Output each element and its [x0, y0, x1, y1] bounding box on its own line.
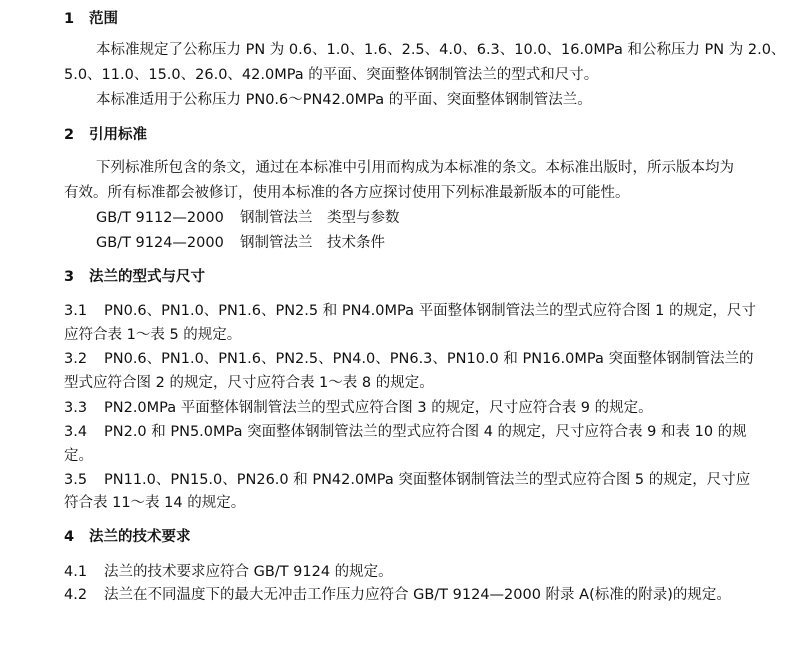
section-title: 法兰的技术要求	[89, 529, 191, 545]
clause-text: PN2.0MPa 平面整体钢制管法兰的型式应符合图 3 的规定，尺寸应符合表 9 的规定。	[104, 400, 653, 416]
clause-3-4	[0, 421, 807, 443]
clause-number: 4.1	[64, 564, 88, 580]
clause-text: 符合表 11～表 14 的规定。	[64, 495, 246, 511]
section-number: 2	[64, 127, 75, 143]
section-1-heading	[0, 8, 807, 30]
clause-number: 4.2	[64, 587, 88, 603]
paragraph-line	[0, 157, 807, 179]
section-number: 3	[64, 269, 75, 285]
clause-text: 应符合表 1～表 5 的规定。	[64, 327, 242, 343]
reference-title: 钢制管法兰 类型与参数	[240, 210, 400, 226]
paragraph-text: 本标准适用于公称压力 PN0.6～PN42.0MPa 的平面、突面整体钢制管法兰。	[96, 92, 592, 108]
clause-continuation	[0, 324, 807, 346]
reference-item	[0, 232, 807, 254]
section-title: 法兰的型式与尺寸	[89, 269, 205, 285]
clause-continuation	[0, 445, 807, 467]
section-title: 范围	[89, 11, 118, 27]
clause-continuation	[0, 492, 807, 514]
clause-3-1	[0, 300, 807, 322]
section-number: 1	[64, 11, 75, 27]
paragraph-line	[0, 182, 807, 204]
reference-code: GB/T 9112—2000	[96, 210, 224, 226]
paragraph-text: 下列标准所包含的条文，通过在本标准中引用而构成为本标准的条文。本标准出版时，所示版本均为	[96, 160, 734, 176]
clause-text: 法兰在不同温度下的最大无冲击工作压力应符合 GB/T 9124—2000 附录 A(标准的附录)的规定。	[104, 587, 731, 603]
clause-text: PN11.0、PN15.0、PN26.0 和 PN42.0MPa 突面整体钢制管法兰的型式应符合图 5 的规定，尺寸应	[104, 472, 751, 488]
clause-continuation	[0, 372, 807, 394]
clause-number: 3.1	[64, 303, 88, 319]
clause-text: 法兰的技术要求应符合 GB/T 9124 的规定。	[104, 564, 393, 580]
paragraph-text: 本标准规定了公称压力 PN 为 0.6、1.0、1.6、2.5、4.0、6.3、10.0、16.0MPa 和公称压力 PN 为 2.0、	[96, 42, 786, 58]
paragraph-text: 有效。所有标准都会被修订，使用本标准的各方应探讨使用下列标准最新版本的可能性。	[64, 185, 630, 201]
clause-4-2	[0, 584, 807, 606]
reference-code: GB/T 9124—2000	[96, 235, 224, 251]
clause-3-2	[0, 348, 807, 370]
section-number: 4	[64, 529, 75, 545]
clause-4-1	[0, 561, 807, 583]
clause-3-5	[0, 469, 807, 491]
clause-text: 定。	[64, 448, 93, 464]
paragraph-line	[0, 39, 807, 61]
paragraph-text: 5.0、11.0、15.0、26.0、42.0MPa 的平面、突面整体钢制管法兰的型式和尺寸。	[64, 67, 599, 83]
clause-text: 型式应符合图 2 的规定，尺寸应符合表 1～表 8 的规定。	[64, 375, 434, 391]
clause-number: 3.3	[64, 400, 88, 416]
clause-3-3	[0, 397, 807, 419]
clause-text: PN0.6、PN1.0、PN1.6、PN2.5 和 PN4.0MPa 平面整体钢制管法兰的型式应符合图 1 的规定，尺寸	[104, 303, 757, 319]
reference-title: 钢制管法兰 技术条件	[240, 235, 385, 251]
section-title: 引用标准	[89, 127, 147, 143]
paragraph-line	[0, 89, 807, 111]
clause-number: 3.5	[64, 472, 88, 488]
paragraph-line	[0, 64, 807, 86]
section-3-heading	[0, 266, 807, 288]
clause-number: 3.4	[64, 424, 88, 440]
section-4-heading	[0, 526, 807, 548]
section-2-heading	[0, 124, 807, 146]
clause-text: PN2.0 和 PN5.0MPa 突面整体钢制管法兰的型式应符合图 4 的规定，尺寸应符合表 9 和表 10 的规	[104, 424, 747, 440]
reference-item	[0, 207, 807, 229]
clause-number: 3.2	[64, 351, 88, 367]
clause-text: PN0.6、PN1.0、PN1.6、PN2.5、PN4.0、PN6.3、PN10.0 和 PN16.0MPa 突面整体钢制管法兰的	[104, 351, 754, 367]
